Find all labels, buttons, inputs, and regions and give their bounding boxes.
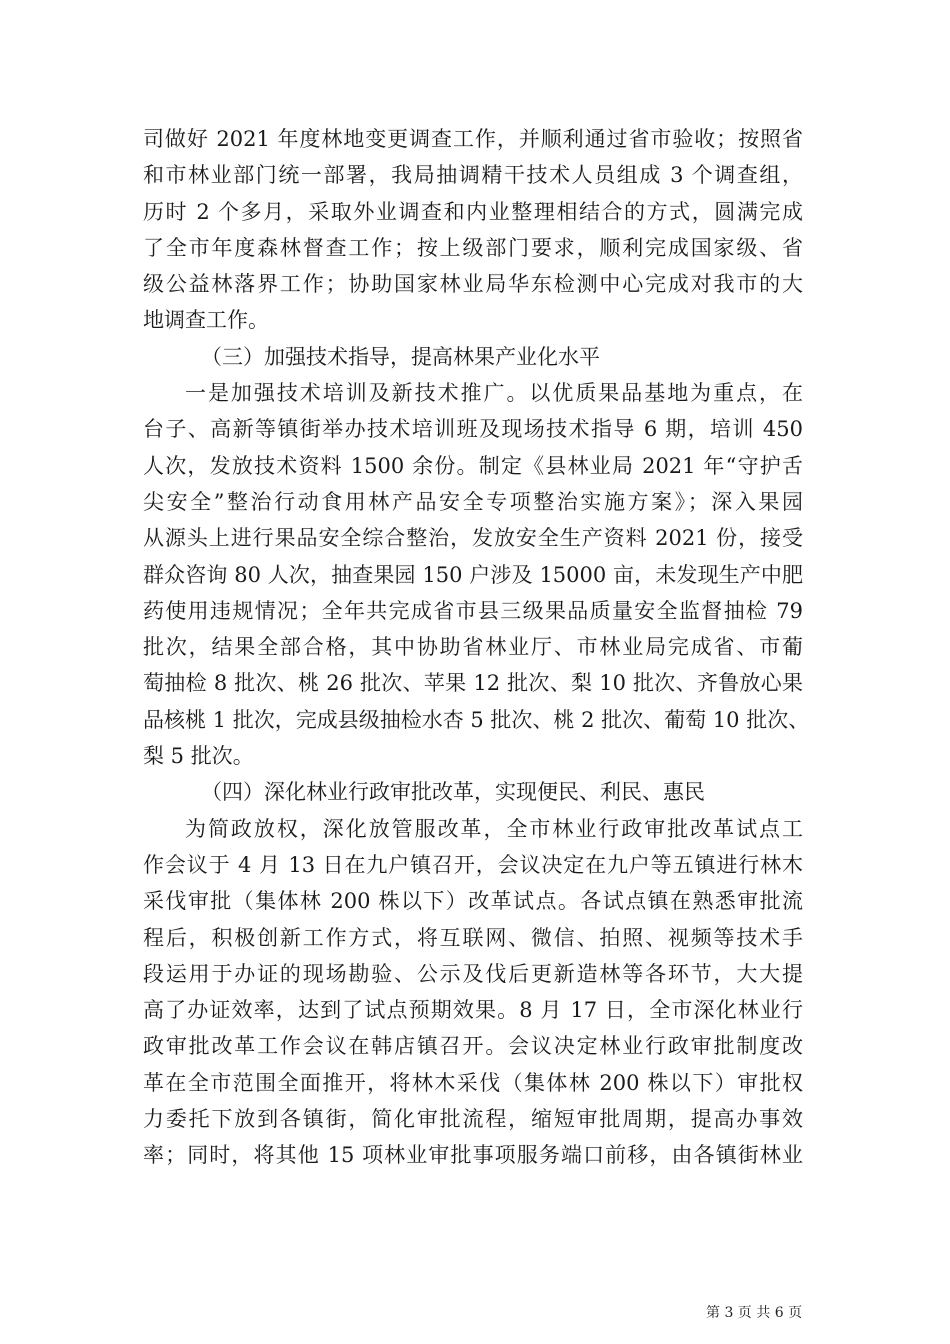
text-line: 地调查工作。 xyxy=(143,308,269,333)
text-line: 药使用违规情况；全年共完成省市县三级果品质量安全监督抽检 79 xyxy=(143,598,803,623)
text-line: 为简政放权，深化放管服改革，全市林业行政审批改革试点工 xyxy=(185,816,803,841)
text-line: 作会议于 4 月 13 日在九户镇召开，会议决定在九户等五镇进行林木 xyxy=(143,852,803,877)
text-line: 司做好 2021 年度林地变更调查工作，并顺利通过省市验收；按照省 xyxy=(143,127,803,151)
text-line: 人次，发放技术资料 1500 余份。制定《县林业局 2021 年“守护舌 xyxy=(143,453,803,478)
text-line: 群众咨询 80 人次，抽查果园 150 户涉及 15000 亩，未发现生产中肥 xyxy=(143,562,803,587)
document-body xyxy=(143,121,810,1174)
text-line: 从源头上进行果品安全综合整治，发放安全生产资料 2021 份，接受 xyxy=(143,526,803,551)
text-line: 尖安全”整治行动食用林产品安全专项整治实施方案》；深入果园 xyxy=(143,489,803,514)
paragraph-forest-survey xyxy=(143,121,803,339)
text-line: 历时 2 个多月，采取外业调查和内业整理相结合的方式，圆满完成 xyxy=(143,199,803,224)
text-line: 力委托下放到各镇街，简化审批流程，缩短审批周期，提高办事效 xyxy=(143,1107,803,1132)
text-line: 程后，积极创新工作方式，将互联网、微信、拍照、视频等技术手 xyxy=(143,925,803,950)
text-line: 革在全市范围全面推开，将林木采伐（集体林 200 株以下）审批权 xyxy=(143,1070,803,1095)
text-line: 批次，结果全部合格，其中协助省林业厅、市林业局完成省、市葡 xyxy=(143,635,803,660)
text-line: 了全市年度森林督查工作；按上级部门要求，顺利完成国家级、省 xyxy=(143,235,803,260)
text-line: 品核桃 1 批次，完成县级抽检水杏 5 批次、桃 2 批次、葡萄 10 批次、 xyxy=(143,707,810,732)
paragraph-technical-guidance xyxy=(143,375,810,774)
paragraph-approval-reform xyxy=(143,811,803,1174)
text-line: 台子、高新等镇街举办技术培训班及现场技术指导 6 期，培训 450 xyxy=(143,417,803,442)
text-line: 和市林业部门统一部署，我局抽调精干技术人员组成 3 个调查组， xyxy=(143,163,803,188)
text-line: 梨 5 批次。 xyxy=(143,744,254,769)
text-line: 政审批改革工作会议在韩店镇召开。会议决定林业行政审批制度改 xyxy=(143,1034,803,1059)
text-line: 段运用于办证的现场勘验、公示及伐后更新造林等各环节，大大提 xyxy=(143,961,803,986)
section-heading-4: （四）深化林业行政审批改革，实现便民、利民、惠民 xyxy=(201,780,705,805)
text-line: 一是加强技术培训及新技术推广。以优质果品基地为重点，在 xyxy=(185,381,803,406)
page-number: 第 3 页 共 6 页 xyxy=(706,1305,803,1321)
section-heading-3: （三）加强技术指导，提高林果产业化水平 xyxy=(201,344,600,369)
text-line: 级公益林落界工作；协助国家林业局华东检测中心完成对我市的大 xyxy=(143,272,803,297)
text-line: 采伐审批（集体林 200 株以下）改革试点。各试点镇在熟悉审批流 xyxy=(143,889,803,914)
text-line: 率；同时，将其他 15 项林业审批事项服务端口前移，由各镇街林业 xyxy=(143,1143,803,1168)
text-line: 高了办证效率，达到了试点预期效果。8 月 17 日，全市深化林业行 xyxy=(143,998,803,1023)
text-line: 萄抽检 8 批次、桃 26 批次、苹果 12 批次、梨 10 批次、齐鲁放心果 xyxy=(143,671,803,696)
